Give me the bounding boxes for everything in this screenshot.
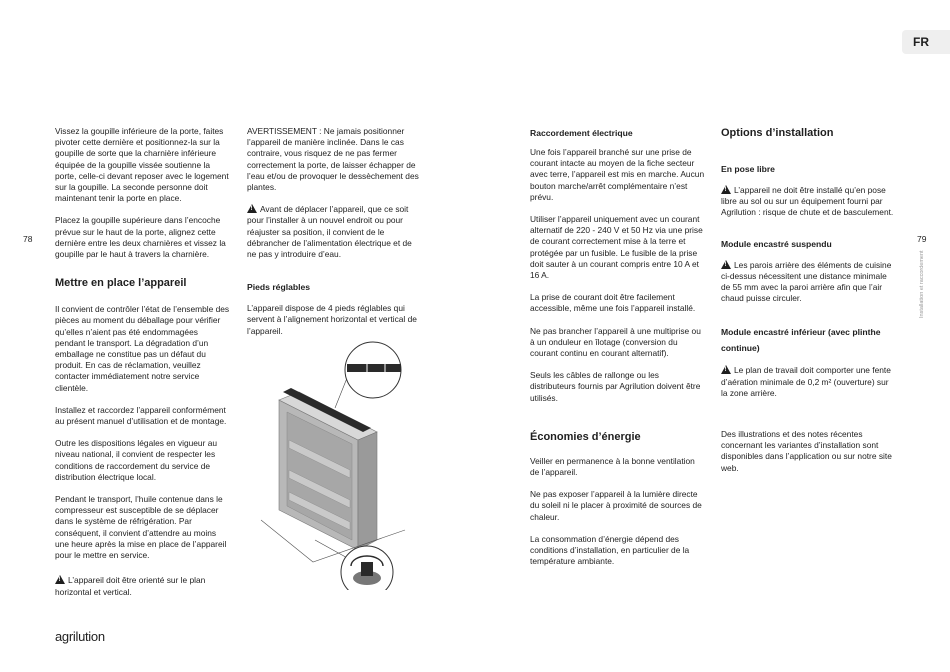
section-heading: Pieds réglables [247, 282, 311, 293]
subsection-heading: Module encastré suspendu [721, 238, 832, 249]
paragraph: Utiliser l’appareil uniquement avec un courant alternatif de 220 - 240 V et 50 Hz via une prise de courant correctement mise à la terre et protégée par un fusible. Le fusible de la prise doit sauter à un courant compris entre 10 A et 16 A. [530, 214, 703, 281]
warning-text: L’appareil doit être orienté sur le plan horizontal et vertical. [55, 575, 206, 597]
paragraph: Veiller en permanence à la bonne ventilation de l’appareil. [530, 455, 695, 478]
warning-text: Les parois arrière des éléments de cuisine ci-dessus nécessitent une distance minimale de 55 mm avec la paroi arrière afin que l’air chaud puisse circuler. [721, 259, 892, 304]
warning-text: Avant de déplacer l’appareil, que ce soit pour l’installer à un nouvel endroit ou pour réajuster sa position, il convient de le débrancher de l’alimentation électrique et de ne pas y introduire d’eau. [247, 204, 412, 260]
paragraph: Ne pas exposer l’appareil à la lumière directe du soleil ni le placer à proximité de sources de chaleur. [530, 489, 702, 522]
paragraph: Des illustrations et des notes récentes concernant les variantes d’installation sont disponibles dans l’application ou sur notre site web. [721, 429, 892, 473]
warning-paragraph [721, 260, 896, 305]
warning-text: L’appareil ne doit être installé qu’en pose libre au sol ou sur un équipement fourni par Agrilution : risque de chute et de basculement. [721, 185, 894, 218]
foot-screw [361, 562, 373, 576]
column-2 [247, 126, 423, 348]
section-heading: Mettre en place l’appareil [55, 277, 187, 290]
paragraph: Seuls les câbles de rallonge ou les distributeurs fournis par Agrilution doivent être utilisés. [530, 370, 701, 403]
column-1 [55, 126, 230, 609]
paragraph: Installez et raccordez l’appareil conformément au présent manuel d’utilisation et de montage. [55, 404, 227, 427]
column-3 [530, 126, 705, 578]
paragraph: Pendant le transport, l’huile contenue dans le compresseur est susceptible de se déplacer dans le système de réfrigération. Par conséquent, il convient d’attendre au moins une heure après la mise en place de l’appareil pour le mettre en service. [55, 494, 227, 561]
paragraph: Il convient de contrôler l’état de l’ensemble des pièces au moment du déballage pour vérifier qu’elles n’aient pas été endommagées pendant le transport. La dégradation d’un emballage ne constitue pas un défaut du produit. En cas de réclamation, veuillez contacter immédiatement notre service clientèle. [55, 304, 230, 393]
language-tab: FR [902, 30, 950, 54]
paragraph: La consommation d’énergie dépend des conditions d’installation, en particulier de la température ambiante. [530, 533, 690, 567]
warning-triangle-icon [55, 575, 65, 584]
paragraph: Vissez la goupille inférieure de la porte, faites pivoter cette dernière et positionnez-la sur la goupille de sorte que la charnière inférieure équipée de la goupille vissée soutienne la porte, celle-ci devant reposer avec le logement sur la goupille. La seconde personne doit maintenant tenir la porte en place. [55, 126, 229, 204]
warning-triangle-icon [721, 185, 731, 194]
warning-triangle-icon [721, 260, 731, 269]
side-section-label: Installation et raccordement [919, 250, 925, 318]
warning-paragraph [721, 185, 896, 219]
page-number-left: 78 [23, 234, 33, 244]
warning-triangle-icon [721, 365, 731, 374]
warning-paragraph [247, 204, 423, 260]
section-heading: Options d’installation [721, 127, 834, 139]
level-detail-bar [347, 364, 401, 372]
paragraph: La prise de courant doit être facilement accessible, même une fois l’appareil installé. [530, 292, 696, 314]
warning-paragraph [55, 575, 230, 597]
paragraph: Placez la goupille supérieure dans l’encoche prévue sur le haut de la porte, alignez cette dernière entre les deux charnières et vissez la goupille par le haut à travers la charnière. [55, 215, 226, 260]
appliance-level-illustration [255, 340, 415, 590]
paragraph: Une fois l’appareil branché sur une prise de courant intacte au moyen de la fiche secteur avec terre, l’appareil est mis en marche. Aucun bouton marche/arrêt complémentaire n’est prévu. [530, 147, 705, 202]
warning-paragraph [721, 365, 896, 399]
paragraph: L’appareil dispose de 4 pieds réglables qui servent à l’alignement horizontal et vertical de l’appareil. [247, 303, 417, 336]
subsection-heading: En pose libre [721, 164, 775, 174]
section-heading: Économies d’énergie [530, 430, 641, 443]
warning-text: Le plan de travail doit comporter une fente d’aération minimale de 0,2 m² (ouverture) sur la zone arrière. [721, 365, 891, 398]
paragraph: Outre les dispositions légales en vigueur au niveau national, il convient de respecter les conditions de raccordement du service de distribution électrique local. [55, 438, 218, 482]
paragraph: AVERTISSEMENT : Ne jamais positionner l’appareil de manière inclinée. Dans le cas contraire, vous risquez de ne pas fermer correctement la porte, de laisser échapper de l’eau et/ou de provoquer le dessèchement des plantes. [247, 126, 419, 193]
column-4 [721, 126, 896, 485]
section-heading: Raccordement électrique [530, 128, 633, 138]
subsection-heading: Module encastré inférieur (avec plinthe continue) [721, 327, 881, 354]
page-number-right: 79 [917, 234, 927, 244]
cabinet-side [358, 432, 377, 550]
warning-triangle-icon [247, 204, 257, 213]
brand-logo: agrilution [55, 629, 105, 644]
paragraph: Ne pas brancher l’appareil à une multiprise ou à un onduleur en îlotage (conversion du courant continu en courant alternatif). [530, 325, 701, 359]
